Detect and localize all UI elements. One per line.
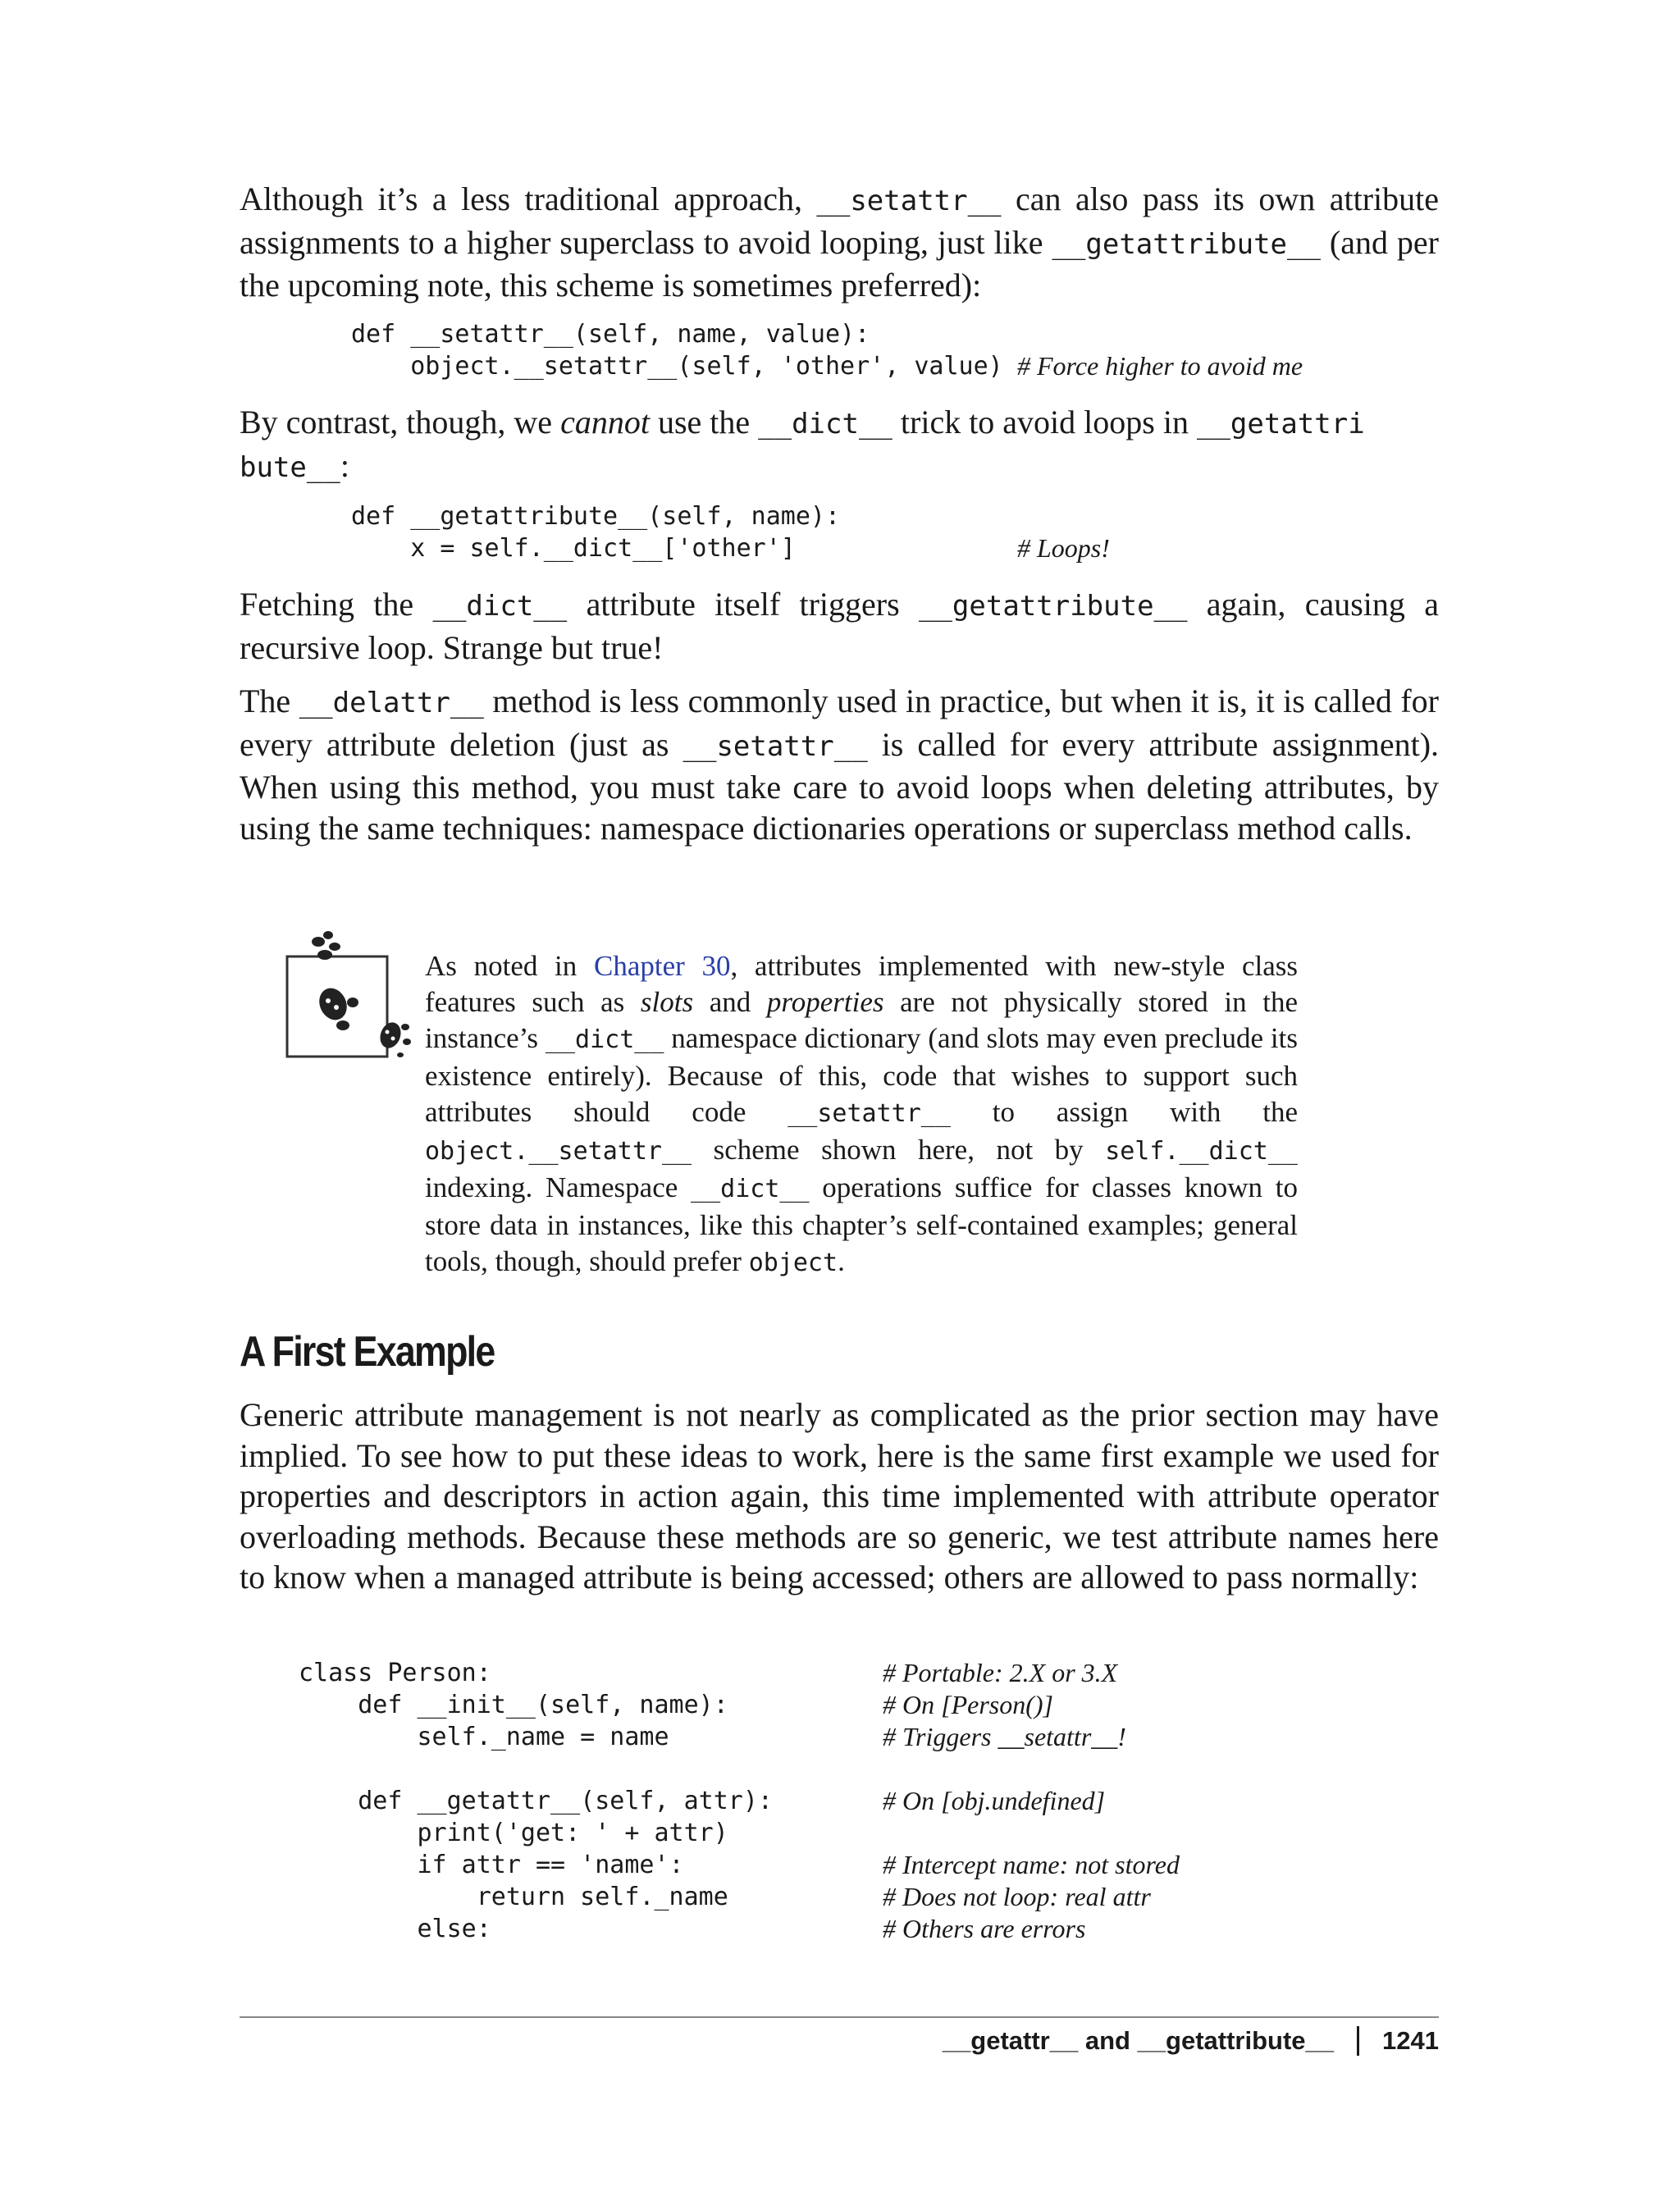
text-run: method is less commonly used in practice, but when it is, it is called for every attribute deletion (just as: [240, 682, 1439, 763]
inline-code: __delattr__: [299, 687, 484, 719]
text-run: operations suffice for classes known to store data in instances, like this chapter’s self-contained examples; general tools, though, should prefer: [425, 1171, 1298, 1277]
footer-separator: [1357, 2026, 1359, 2056]
intro-paragraph-block: [240, 179, 1439, 306]
inline-code: __getattribute__: [1052, 227, 1321, 261]
fetching-paragraph: [240, 584, 1439, 668]
text-run: namespace dictionary (and slots may even preclude its existence entirely). Because of this, code that wishes to support such attributes should code: [425, 1022, 1298, 1128]
text-run: trick to avoid loops in: [892, 404, 1197, 441]
contrast-paragraph: [240, 402, 1439, 488]
chapter-link[interactable]: Chapter 30: [593, 950, 731, 982]
inline-code: __setattr__: [788, 1099, 951, 1128]
text-run: indexing. Namespace: [425, 1171, 692, 1203]
code-line: def __setattr__(self, name, value):: [351, 320, 870, 349]
inline-code: __setattr__: [682, 729, 868, 763]
text-run: is called for every attribute assignment). When using this method, you must take care to avoid loops when deleting attributes, by using the same techniques: namespace dictionaries operations or superclass method calls.: [240, 725, 1440, 847]
example-paragraph-block: [240, 1395, 1439, 1598]
code-line: object.__setattr__(self, 'other', value): [351, 352, 1003, 381]
emphasis: cannot: [560, 404, 650, 441]
emphasis: properties: [766, 986, 884, 1018]
code-comment: # On [Person()]: [883, 1690, 1053, 1719]
code-comment: # Loops!: [1017, 533, 1110, 563]
note-icon: [285, 927, 425, 1066]
text-run: Fetching the: [240, 586, 433, 623]
inline-code: __dict__: [432, 590, 568, 623]
code-line: self._name = name: [299, 1723, 669, 1751]
inline-code: object.__setattr__: [425, 1137, 692, 1166]
inline-code: __dict__: [691, 1175, 810, 1203]
section-heading: A First Example: [240, 1328, 495, 1376]
inline-code: __getattribute__: [918, 590, 1188, 623]
inline-code: bute__: [240, 450, 340, 484]
text-run: attribute itself triggers: [567, 586, 919, 623]
page-number: 1241: [1382, 2026, 1439, 2055]
footer-section-title: __getattr__ and __getattribute__: [942, 2026, 1335, 2055]
code-comment: # Others are errors: [883, 1914, 1086, 1943]
note-text: [425, 948, 1298, 1281]
code-line: class Person:: [299, 1659, 491, 1687]
code-comment: # Force higher to avoid me: [1017, 351, 1303, 381]
code-line: else:: [299, 1915, 491, 1943]
code-comment: # On [obj.undefined]: [883, 1786, 1106, 1815]
text-run: to assign with the: [950, 1096, 1298, 1128]
inline-code: __dict__: [758, 408, 892, 441]
code-line: def __getattr__(self, attr):: [299, 1787, 773, 1815]
inline-code: __setattr__: [816, 185, 1002, 217]
code-line: print('get: ' + attr): [299, 1819, 728, 1847]
contrast-paragraph-block: [240, 402, 1439, 488]
text-run: can also pass its own attribute assignments to a higher superclass to avoid looping, just like: [240, 180, 1439, 261]
code-comment: # Intercept name: not stored: [883, 1850, 1180, 1879]
delattr-paragraph: [240, 681, 1439, 848]
text-run: (and per the upcoming note, this scheme is sometimes preferred):: [240, 223, 1439, 304]
text-run: As noted in: [425, 950, 594, 982]
text-run: are not physically stored in the instance’s: [425, 986, 1298, 1054]
fetching-paragraph-block: [240, 584, 1439, 668]
text-run: .: [838, 1245, 845, 1277]
text-run: , attributes implemented with new-style class features such as: [425, 950, 1298, 1018]
intro-paragraph: [240, 179, 1439, 306]
code-comment: # Triggers __setattr__!: [883, 1722, 1126, 1751]
text-run: and: [693, 986, 767, 1018]
footer-divider: [240, 2016, 1439, 2018]
inline-code: self.__dict__: [1105, 1137, 1298, 1166]
page-footer: [943, 2026, 1439, 2056]
inline-code: __getattri: [1196, 408, 1365, 441]
text-run: scheme shown here, not by: [692, 1134, 1106, 1166]
text-run: use the: [649, 404, 759, 441]
delattr-paragraph-block: [240, 681, 1439, 848]
code-comment: # Does not loop: real attr: [883, 1882, 1151, 1911]
emphasis: slots: [640, 986, 694, 1018]
inline-code: object: [748, 1249, 838, 1277]
text-run: By contrast, though, we: [240, 404, 561, 441]
text-run: :: [340, 446, 349, 484]
code-line: def __init__(self, name):: [299, 1691, 728, 1719]
code-line: x = self.__dict__['other']: [351, 534, 796, 563]
code-comment: # Portable: 2.X or 3.X: [883, 1658, 1118, 1687]
code-line: return self._name: [299, 1883, 728, 1911]
code-line: if attr == 'name':: [299, 1851, 684, 1879]
code-line: def __getattribute__(self, name):: [351, 502, 841, 531]
text-run: The: [240, 682, 299, 719]
example-paragraph: Generic attribute management is not nearly as complicated as the prior section may have implied. To see how to put these ideas to work, here is the same first example we used for properties and descriptors in action again, this time implemented with attribute operator overloading methods. Because these methods are so generic, we test attribute names here to know when a managed attribute is being accessed; others are allowed to pass normally:: [240, 1396, 1439, 1596]
inline-code: __dict__: [545, 1025, 664, 1054]
text-run: again, causing a recursive loop. Strange but true!: [240, 586, 1439, 666]
text-run: Although it’s a less traditional approach,: [240, 180, 817, 217]
